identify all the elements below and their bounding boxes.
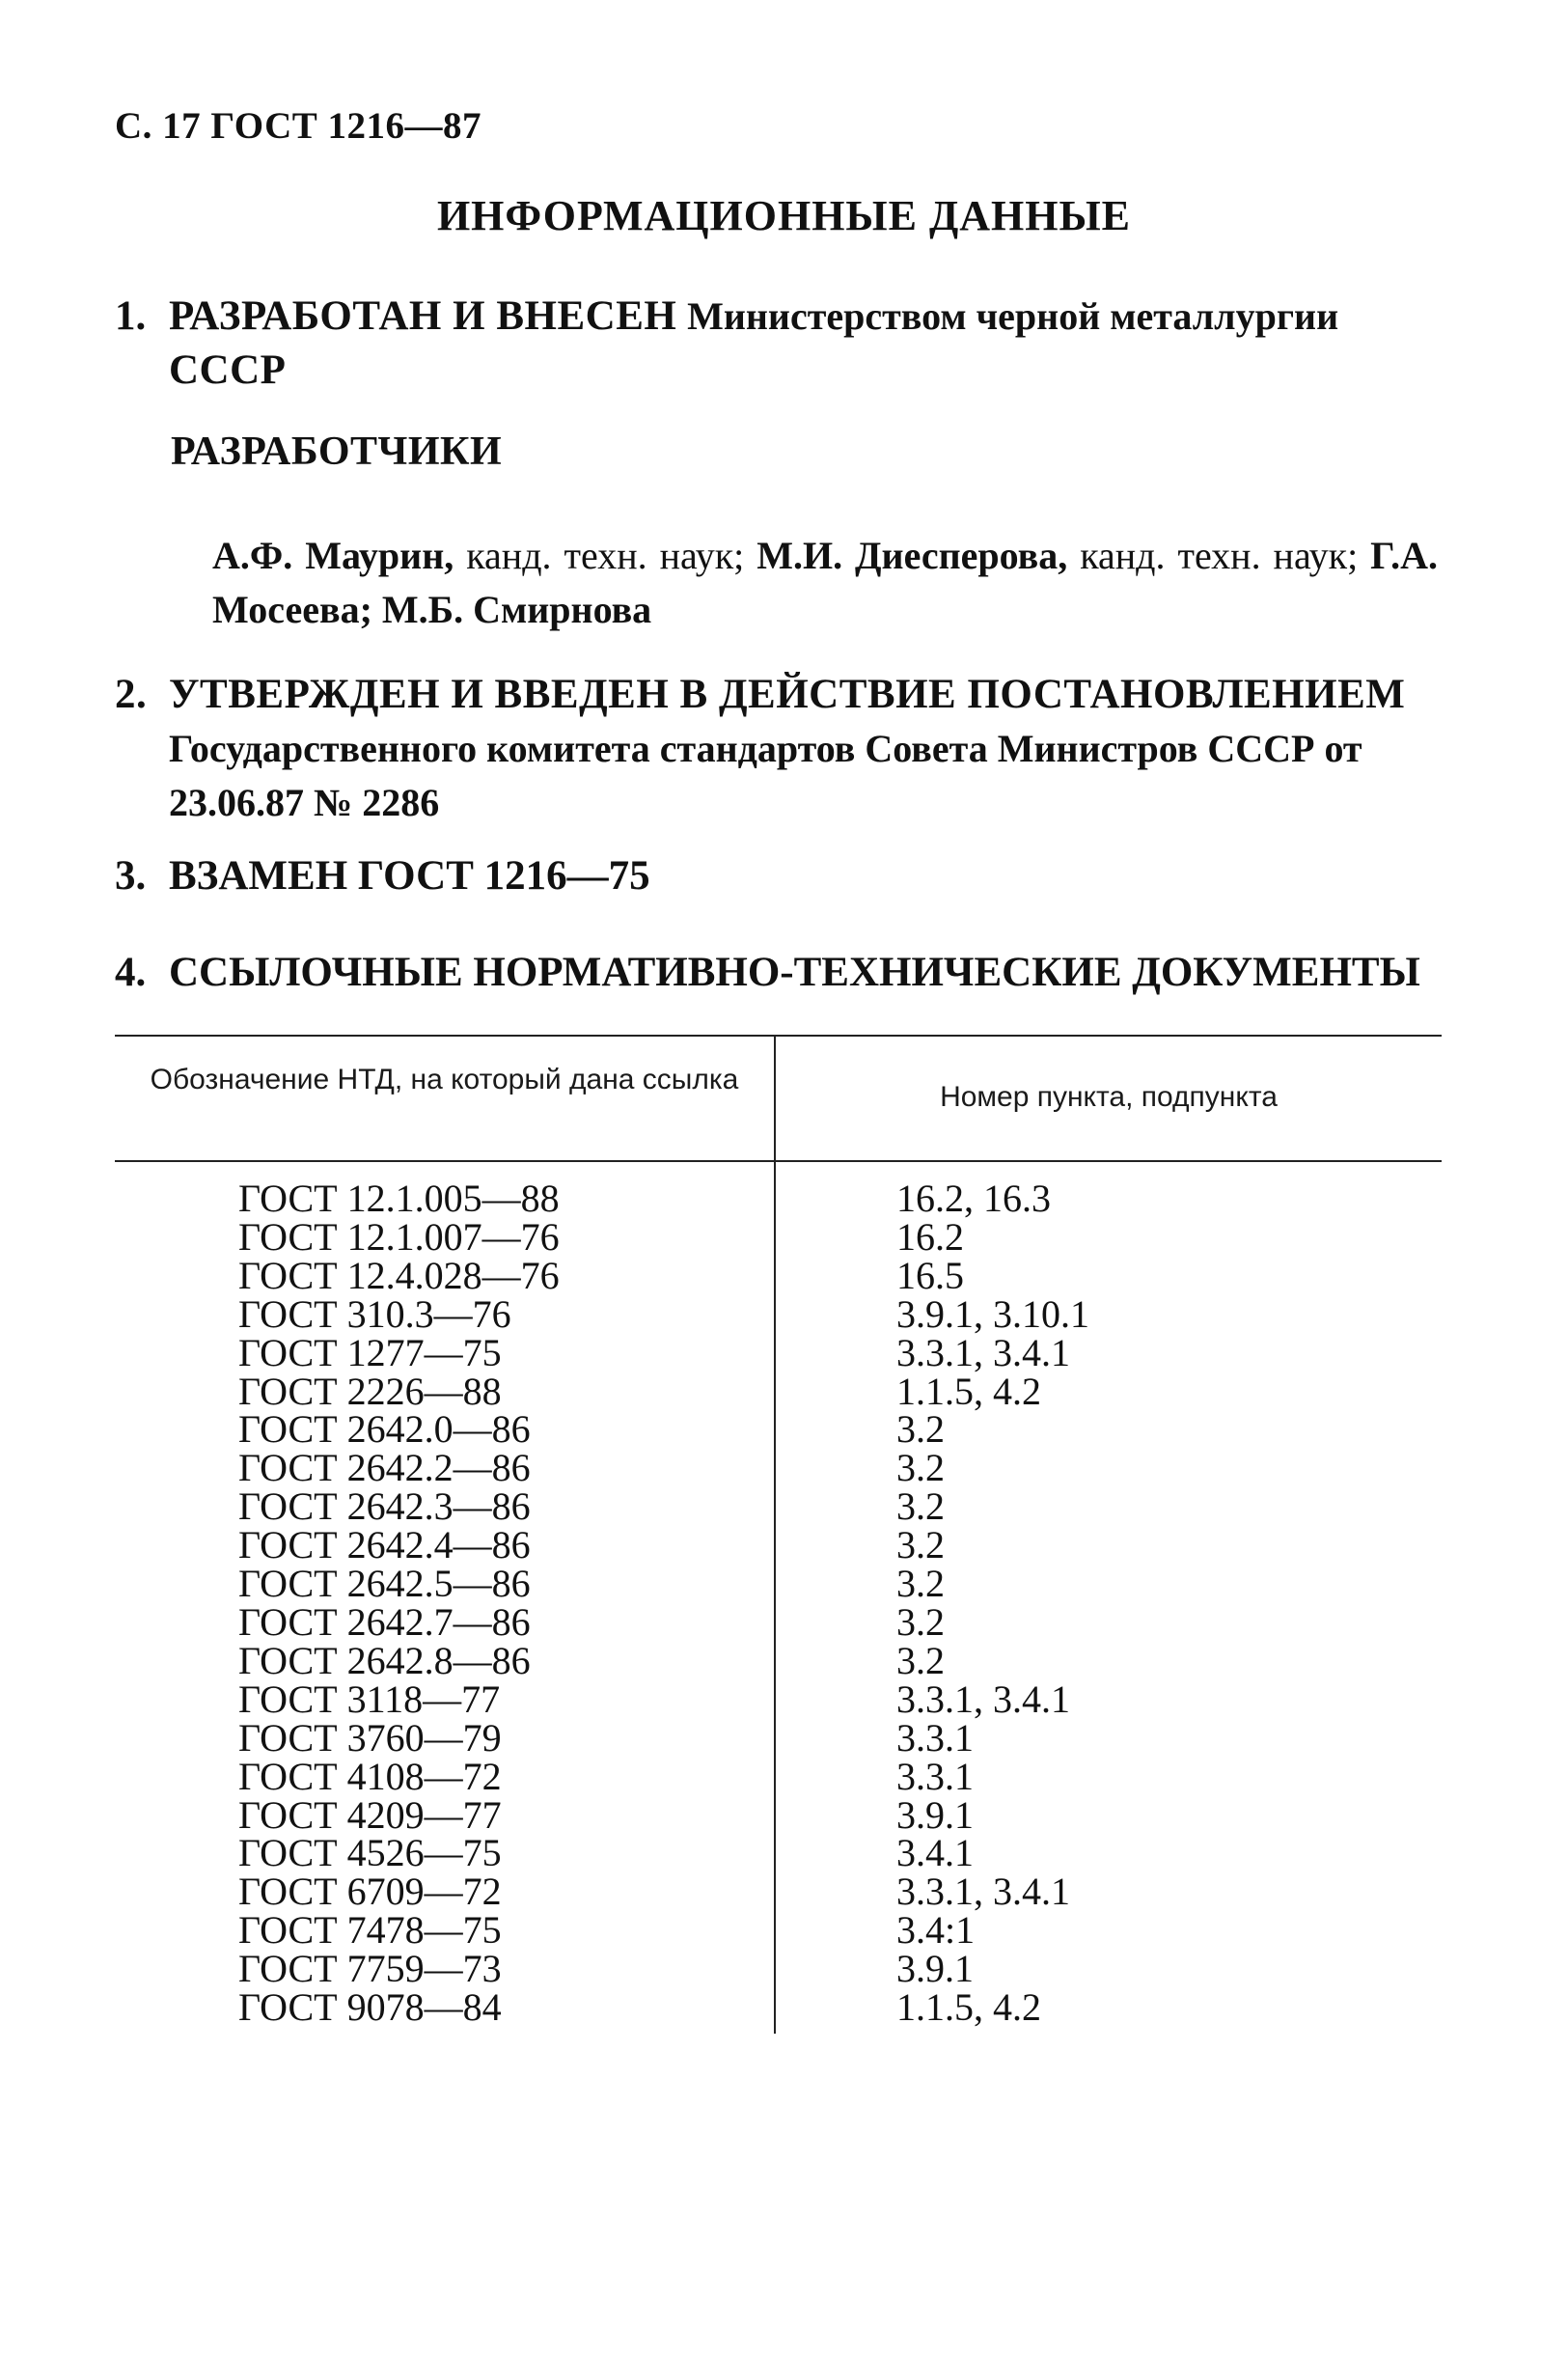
developers-heading: РАЗРАБОТЧИКИ [171,430,503,474]
table-cell-clause: 3.3.1, 3.4.1 [896,1330,1070,1374]
table-cell-clause: 16.2, 16.3 [896,1177,1051,1220]
developer-name: А.Ф. Маурин, [212,534,454,577]
reference-documents-table [115,1035,1442,2034]
table-cell-document: ГОСТ 2642.8—86 [238,1638,531,1682]
table-cell-document: ГОСТ 1277—75 [238,1330,502,1374]
table-cell-clause: 3.2 [896,1562,945,1606]
table-cell-document: ГОСТ 2642.2—86 [238,1446,531,1490]
table-cell-document: ГОСТ 2642.4—86 [238,1523,531,1567]
item-text-line2: СССР [169,347,287,393]
item-number: 1. [115,293,147,339]
table-cell-document: ГОСТ 3118—77 [238,1677,501,1721]
page-header: С. 17 ГОСТ 1216—87 [115,105,481,147]
table-cell-clause: 3.3.1 [896,1754,974,1798]
table-cell-document: ГОСТ 4209—77 [238,1792,502,1837]
table-cell-clause: 1.1.5, 4.2 [896,1369,1041,1413]
table-cell-clause: 16.2 [896,1214,964,1259]
item-body: ВЗАМЕН ГОСТ 1216—75 [169,853,650,899]
item-number: 3. [115,853,147,899]
table-cell-clause: 3.9.1, 3.10.1 [896,1291,1089,1336]
table-cell-document: ГОСТ 2642.0—86 [238,1407,531,1452]
info-item-4 [115,946,1442,1000]
info-item-2 [115,668,1442,830]
document-title: ИНФОРМАЦИОННЫЕ ДАННЫЕ [436,192,1132,239]
developer-name: М.И. Диесперова, [756,534,1068,577]
item-body [169,668,1442,830]
table-cell-document: ГОСТ 2642.7—86 [238,1599,531,1644]
table-header-rule [115,1160,1442,1162]
table-cell-clause: 3.2 [896,1523,945,1567]
table-cell-clause: 3.3.1 [896,1715,974,1760]
table-cell-document: ГОСТ 4108—72 [238,1754,502,1798]
table-cell-document: ГОСТ 6709—72 [238,1870,502,1914]
table-cell-document: ГОСТ 12.1.007—76 [238,1214,560,1259]
table-cell-document: ГОСТ 2642.3—86 [238,1484,531,1529]
developer-degree: канд. техн. наук; [466,534,745,577]
item-number: 2. [115,672,148,717]
table-cell-document: ГОСТ 12.1.005—88 [238,1177,560,1220]
table-cell-document: ГОСТ 310.3—76 [238,1291,511,1336]
item-text: Государственного комитета стандартов Совета Министров СССР от [169,727,1362,770]
table-cell-clause: 3.2 [896,1484,945,1529]
developer-name: Г.А. Мосеева; М.Б. Смирнова [212,534,1438,631]
table-cell-document: ГОСТ 9078—84 [238,1985,502,2030]
item-body: ССЫЛОЧНЫЕ НОРМАТИВНО-ТЕХНИЧЕСКИЕ ДОКУМЕНТЫ [169,950,1420,995]
table-cell-clause: 3.2 [896,1407,945,1452]
table-cell-document: ГОСТ 4526—75 [238,1831,502,1875]
table-cell-document: ГОСТ 7478—75 [238,1908,502,1953]
item-text: Министерством черной металлургии [687,294,1339,338]
developer-degree: канд. техн. наук; [1080,534,1359,577]
table-header-document: Обозначение НТД, на который дана ссылка [150,1064,739,1095]
info-item-3 [115,849,1442,903]
table-cell-clause: 3.4.1 [896,1831,974,1875]
info-item-1 [115,290,1442,398]
item-number: 4. [115,950,147,995]
item-caps-text: РАЗРАБОТАН И ВНЕСЕН [169,293,677,339]
item-caps-text: УТВЕРЖДЕН И ВВЕДЕН В ДЕЙСТВИЕ ПОСТАНОВЛЕНИЕМ [169,672,1406,717]
table-cell-clause: 3.2 [896,1446,945,1490]
table-cell-document: ГОСТ 2642.5—86 [238,1562,531,1606]
table-cell-clause: 3.9.1 [896,1947,974,1991]
table-top-rule [115,1035,1442,1037]
table-cell-clause: 3.9.1 [896,1792,974,1837]
table-cell-document: ГОСТ 7759—73 [238,1947,502,1991]
item-body [169,290,1442,398]
table-header-clause: Номер пункта, подпункта [940,1081,1278,1113]
table-cell-clause: 3.3.1, 3.4.1 [896,1677,1070,1721]
table-cell-clause: 3.2 [896,1638,945,1682]
developers-list [212,529,1438,637]
table-cell-clause: 3.4:1 [896,1908,976,1953]
table-cell-document: ГОСТ 12.4.028—76 [238,1253,560,1297]
table-cell-clause: 1.1.5, 4.2 [896,1985,1041,2030]
table-cell-clause: 3.2 [896,1599,945,1644]
table-column-documents [238,1177,560,2030]
table-cell-clause: 16.5 [896,1253,964,1297]
table-cell-document: ГОСТ 2226—88 [238,1369,502,1413]
item-text-line3: 23.06.87 № 2286 [169,781,440,824]
table-cell-document: ГОСТ 3760—79 [238,1715,502,1760]
table-cell-clause: 3.3.1, 3.4.1 [896,1870,1070,1914]
table-column-divider [774,1035,776,2034]
table-column-clauses [896,1177,1089,2030]
